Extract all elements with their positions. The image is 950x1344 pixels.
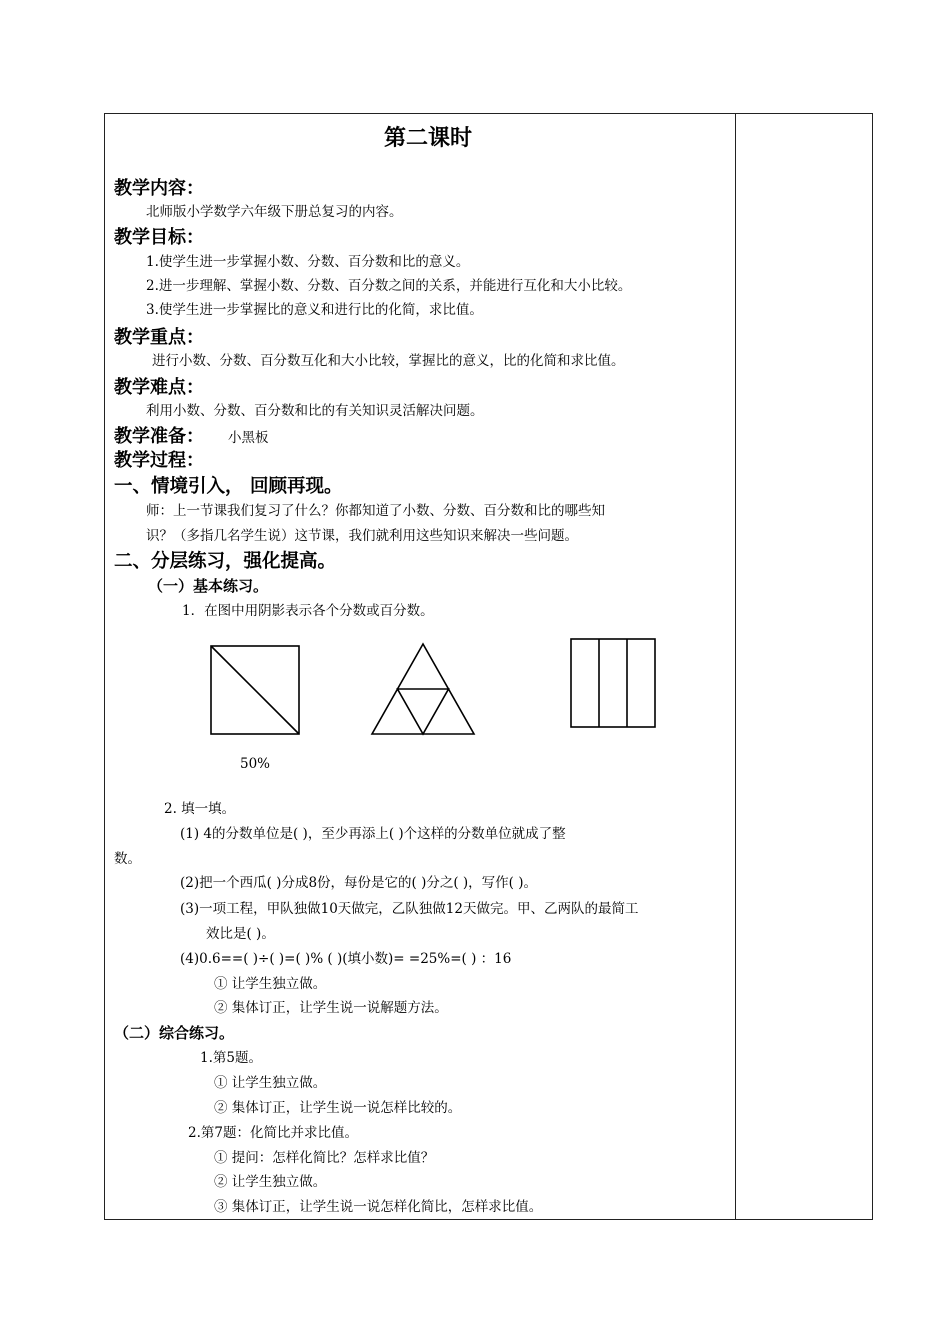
section1-line-2: 识？（多指几名学生说）这节课，我们就利用这些知识来解决一些问题。 (146, 528, 578, 544)
goal-item-1: 1.使学生进一步掌握小数、分数、百分数和比的意义。 (146, 254, 470, 270)
content-text: 北师版小学数学六年级下册总复习的内容。 (146, 204, 403, 220)
basic-step-2: ② 集体订正，让学生说一说解题方法。 (214, 1000, 448, 1016)
combined-question-2: 2.第7题：化简比并求比值。 (188, 1125, 358, 1141)
combined-q1-step-2: ② 集体订正，让学生说一说怎样比较的。 (214, 1100, 462, 1116)
keypoints-heading: 教学重点： (114, 327, 204, 348)
page-title: 第二课时 (384, 126, 473, 151)
section2-heading: 二、分层练习，强化提高。 (114, 551, 337, 572)
basic-practice-heading: （一）基本练习。 (148, 577, 269, 595)
fill-item-4: (4)0.6==( )÷( )=( )% ( )(填小数)= =25%=( ) ：16 (180, 951, 512, 967)
content-heading: 教学内容： (114, 178, 204, 199)
notes-column-divider (735, 113, 736, 1220)
prep-text: 小黑板 (228, 430, 269, 446)
combined-practice-heading: （二）综合练习。 (114, 1024, 235, 1042)
square-diagonal-figure (205, 640, 305, 740)
goal-item-3: 3.使学生进一步掌握比的意义和进行比的化简，求比值。 (146, 302, 483, 318)
triangle-figure (366, 640, 480, 740)
question-2: 2. 填一填。 (164, 801, 236, 817)
keypoints-text: 进行小数、分数、百分数互化和大小比较，掌握比的意义，比的化简和求比值。 (152, 353, 625, 369)
combined-q1-step-1: ① 让学生独立做。 (214, 1075, 327, 1091)
figure-label-50-percent: 50% (240, 756, 271, 772)
difficulties-heading: 教学难点： (114, 377, 204, 398)
combined-q2-step-3: ③ 集体订正，让学生说一说怎样化简比，怎样求比值。 (214, 1199, 543, 1215)
basic-step-1: ① 让学生独立做。 (214, 976, 327, 992)
fill-item-3-line-1: (3)一项工程，甲队独做10天做完，乙队独做12天做完。甲、乙两队的最简工 (180, 901, 639, 917)
fill-item-1-line-2: 数。 (114, 851, 141, 867)
combined-q2-step-2: ② 让学生独立做。 (214, 1174, 327, 1190)
difficulties-text: 利用小数、分数、百分数和比的有关知识灵活解决问题。 (146, 403, 484, 419)
goal-item-2: 2.进一步理解、掌握小数、分数、百分数之间的关系，并能进行互化和大小比较。 (146, 278, 632, 294)
fill-item-1-line-1: (1) 4的分数单位是( )，至少再添上( )个这样的分数单位就成了整 (180, 826, 566, 842)
fill-item-3-line-2: 效比是( )。 (206, 926, 275, 942)
goals-heading: 教学目标： (114, 227, 204, 248)
combined-q2-step-1: ① 提问：怎样化简比？怎样求比值？ (214, 1150, 435, 1166)
question-1: 1．在图中用阴影表示各个分数或百分数。 (182, 603, 434, 619)
rectangle-strips-figure (566, 634, 660, 732)
prep-heading: 教学准备： (114, 426, 204, 447)
process-heading: 教学过程： (114, 450, 204, 471)
section1-heading: 一、情境引入， 回顾再现。 (114, 476, 343, 497)
combined-question-1: 1.第5题。 (200, 1050, 262, 1066)
fill-item-2: (2)把一个西瓜( )分成8份，每份是它的( )分之( )，写作( )。 (180, 875, 538, 891)
section1-line-1: 师：上一节课我们复习了什么？你都知道了小数、分数、百分数和比的哪些知 (146, 503, 605, 519)
